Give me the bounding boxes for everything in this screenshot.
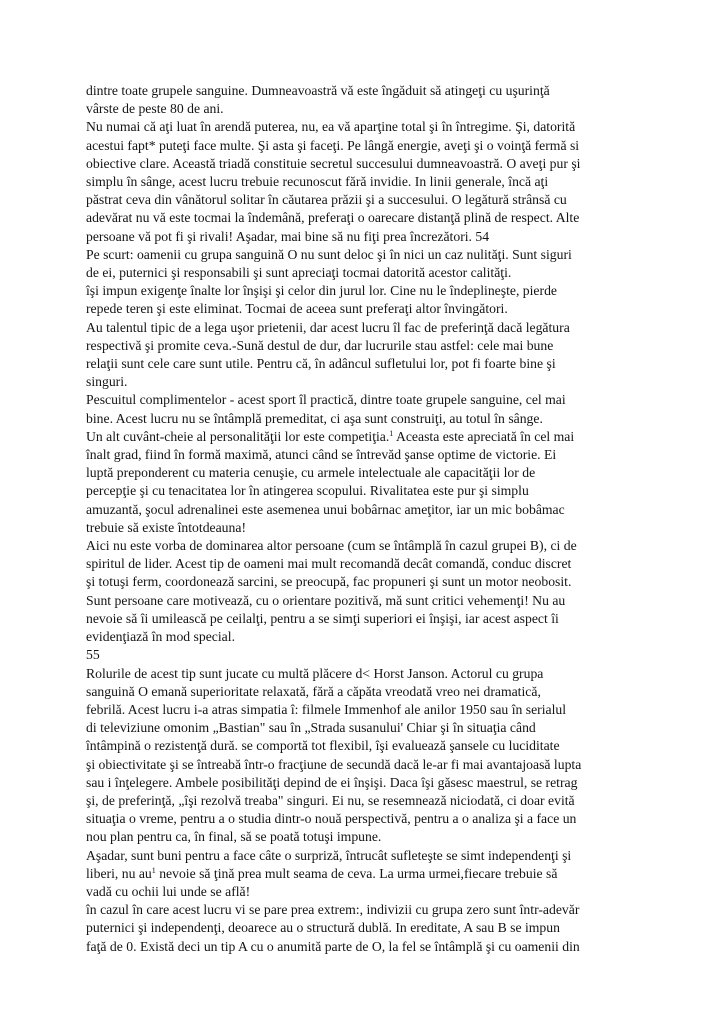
- text-line-20-tail: Aceasta este apreciată în cel mai: [393, 428, 575, 444]
- text-line-28: şi totuşi ferm, coordonează sarcini, se preocupă, fac propuneri şi sunt un motor neobosit.: [86, 574, 572, 590]
- text-line-35: febrilă. Acest lucru i-a atras simpatia î: filmele Immenhof ale anilor 1950 sau în serialul: [86, 701, 567, 717]
- text-line-29: Sunt persoane care motivează, cu o orientare pozitivă, mă sunt critici vehemenţi! Nu au: [86, 592, 566, 608]
- text-line-1: dintre toate grupele sanguine. Dumneavoastră vă este îngăduit să atingeţi cu uşurinţă: [86, 83, 550, 98]
- text-line-20-head: Un alt cuvânt-cheie al personalităţii lor este competiţia.: [86, 428, 390, 444]
- text-line-39: sau i înţelegere. Ambele posibilităţi depind de ei înşişi. Daca îşi găsesc maestrul, se retrag: [86, 774, 578, 790]
- text-line-4: acestui fapt* puteţi face multe. Şi asta şi faceţi. Pe lângă energie, aveţi şi o voinţă fermă si: [86, 137, 580, 153]
- text-line-15: respectivă şi promite ceva.-Sună destul de dur, dar lucrurile stau astfel: cele mai bune: [86, 337, 554, 353]
- text-line-46: în cazul în care acest lucru vi se pare prea extrem:, indivizii cu grupa zero sunt într-adevăr: [86, 902, 580, 918]
- text-line-5: obiective clare. Această triadă constituie secretul succesului dumneavoastră. O aveţi pur şi: [86, 155, 581, 171]
- text-line-45: vadă cu ochii lui unde se află!: [86, 883, 251, 899]
- text-line-22: luptă preponderent cu materia cenuşie, cu armele intelectuale ale capacităţii lor de: [86, 465, 536, 481]
- text-line-7: păstrat ceva din vânătorul solitar în căutarea prăzii şi a succesului. O legătură strânsă cu: [86, 192, 567, 208]
- text-line-8: adevărat nu vă este tocmai la îndemână, preferaţi o oarecare distanţă plină de respect. Alte: [86, 210, 580, 226]
- text-line-41: situaţia o vreme, pentru a o studia dintr-o nouă perspectivă, pentru a o analiza şi a face un: [86, 811, 577, 827]
- text-line-38: şi obiectivitate şi se întreabă într-o fracţiune de secundă dacă le-ar fi mai avantajoasă lupta: [86, 756, 582, 772]
- text-line-12: îşi impun exigenţe înalte lor înşişi şi celor din jurul lor. Cine nu le îndeplineşte, pierde: [86, 283, 557, 299]
- footnote-marker: 1: [151, 865, 156, 875]
- text-line-23: percepţie şi cu tenacitatea lor în atingerea scopului. Rivalitatea este pur şi simplu: [86, 483, 529, 499]
- text-line-13: repede teren şi este eliminat. Tocmai de aceea sunt preferaţi altor învingători.: [86, 301, 508, 317]
- text-line-19: bine. Acest lucru nu se întâmplă premeditat, ci aşa sunt construiţi, au totul în sânge.: [86, 410, 543, 426]
- text-line-36: di televiziune omonim „Bastian" sau în „Strada susanului' Chiar şi în situaţia când: [86, 720, 536, 736]
- text-line-44-tail: nevoie să ţină prea mult seama de ceva. La urma urmei,fiecare trebuie să: [155, 865, 558, 881]
- text-line-17: singuri.: [86, 374, 128, 390]
- text-line-40: şi, de preferinţă, „îşi rezolvă treaba" singuri. Ei nu, se resemnează niciodată, ci doar evită: [86, 792, 575, 808]
- text-line-21: înalt grad, fiind în formă maximă, atunci când se întrevăd şanse optime de victorie. Ei: [86, 447, 557, 463]
- text-line-26: Aici nu este vorba de dominarea altor persoane (cum se întâmplă în cazul grupei B), ci de: [86, 538, 577, 554]
- text-line-9: persoane vă pot fi şi rivali! Aşadar, mai bine să nu fiţi prea încrezători. 54: [86, 228, 490, 244]
- page-number-marker: 55: [86, 647, 100, 663]
- text-line-34: sanguină O emană superioritate relaxată, fără a căpăta vreodată vreo nei dramatică,: [86, 683, 541, 699]
- text-line-6: simplu în sânge, acest lucru trebuie recunoscut fără invidie. In linii generale, încă aţi: [86, 174, 549, 190]
- text-line-3: Nu numai că aţi luat în arendă puterea, nu, ea vă aparţine total şi în întregime. Şi, datorită: [86, 119, 576, 135]
- text-line-24: amuzantă, şocul adrenalinei este asemenea unui bobârnac ameţitor, iar un mic bobâmac: [86, 501, 565, 517]
- text-line-25: trebuie să existe întotdeauna!: [86, 519, 247, 535]
- text-line-42: nou plan pentru ca, în final, să se poată totuşi impune.: [86, 829, 382, 845]
- text-line-27: spiritul de lider. Acest tip de oameni mai mult recomandă decât comandă, conduc discret: [86, 556, 572, 572]
- text-line-14: Au talentul tipic de a lega uşor prietenii, dar acest lucru îl fac de preferinţă dacă legătura: [86, 319, 570, 335]
- text-line-18: Pescuitul complimentelor - acest sport îl practică, dintre toate grupele sanguine, cel mai: [86, 392, 566, 408]
- text-line-44-head: liberi, nu au: [86, 865, 152, 881]
- text-line-16: relaţii sunt cele care sunt utile. Pentru că, în adâncul sufletului lor, pot fi foarte bine şi: [86, 356, 556, 372]
- text-line-43: Aşadar, sunt buni pentru a face câte o surpriză, întrucât sufleteşte se simt independenţi şi: [86, 847, 572, 863]
- document-page: [86, 82, 649, 956]
- text-line-33: Rolurile de acest tip sunt jucate cu multă plăcere d< Horst Janson. Actorul cu grupa: [86, 665, 544, 681]
- text-line-30: nevoie să îi umilească pe ceilalţi, pentru a se simţi superiori ei înşişi, iar acest aspect îi: [86, 610, 559, 626]
- text-line-2: vârste de peste 80 de ani.: [86, 101, 224, 117]
- text-line-10: Pe scurt: oamenii cu grupa sanguină O nu sunt deloc şi în nici un caz nulităţi. Sunt siguri: [86, 246, 572, 262]
- text-line-44: [86, 865, 649, 883]
- footnote-marker: 1: [389, 428, 394, 438]
- text-line-37: întâmpină o rezistenţă dură. se comportă tot flexibil, îşi evaluează şansele cu luciditate: [86, 738, 560, 754]
- text-line-31: evidenţiază în mod special.: [86, 629, 235, 645]
- text-line-47: puternici şi independenţi, deoarece au o structură dublă. In ereditate, A sau B se impun: [86, 920, 560, 936]
- text-line-20: [86, 428, 649, 446]
- text-line-48: faţă de 0. Există deci un tip A cu o anumită parte de O, la fel se întâmplă şi cu oamenii din: [86, 938, 580, 954]
- text-line-11: de ei, puternici şi responsabili şi sunt apreciaţi tocmai datorită acestor calităţi.: [86, 265, 512, 281]
